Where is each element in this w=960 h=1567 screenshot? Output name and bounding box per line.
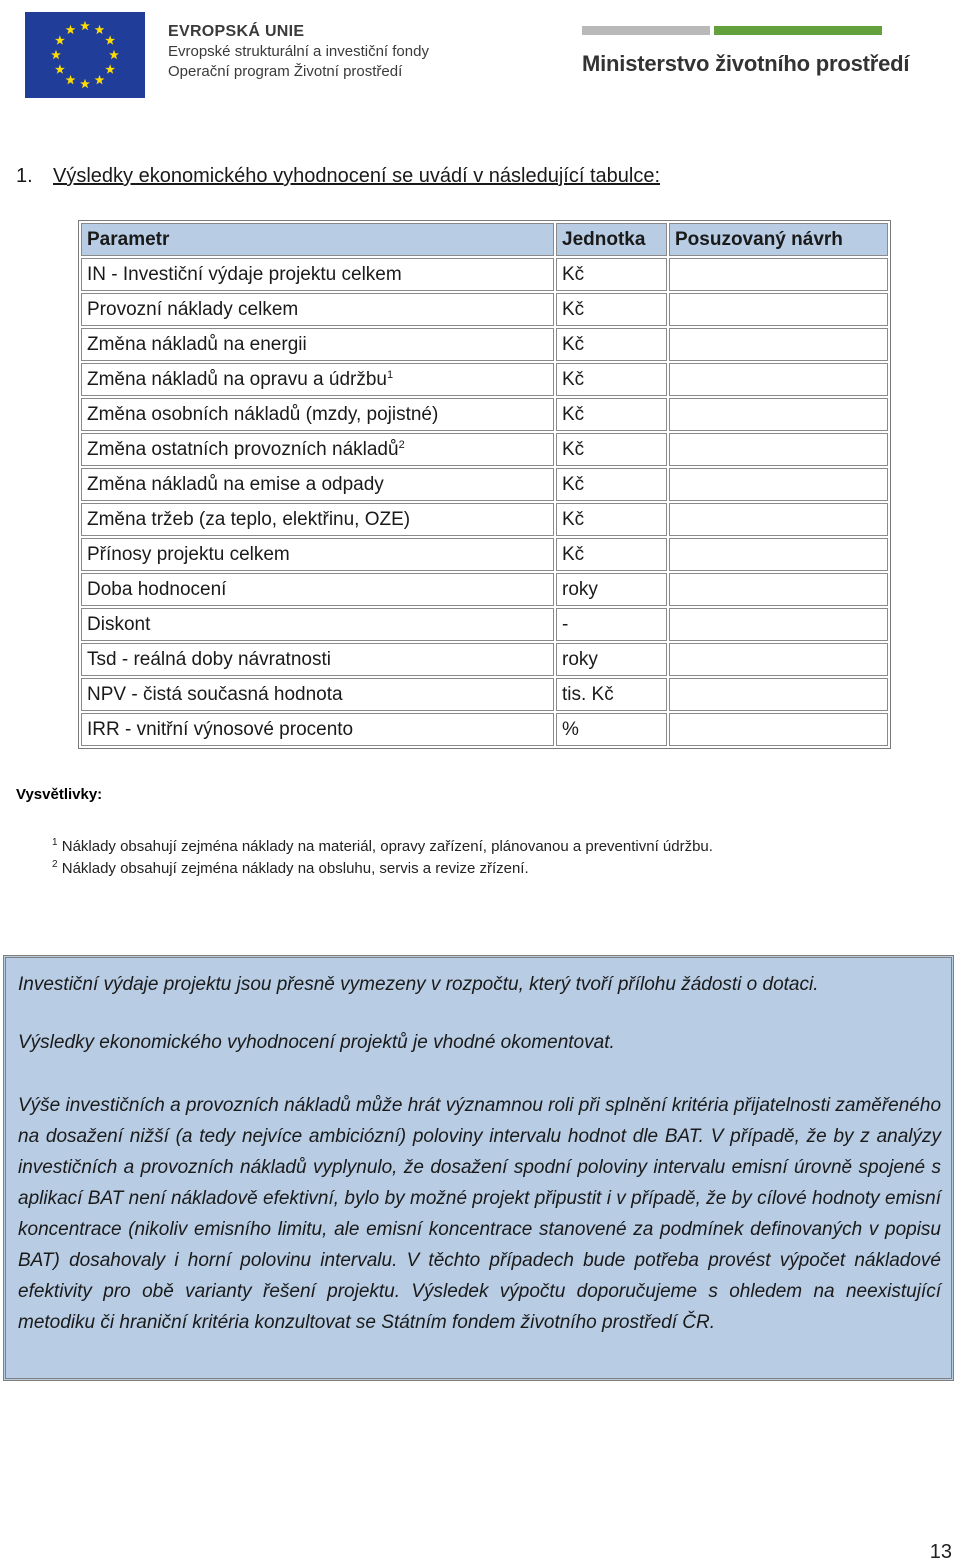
- param-cell: [81, 573, 554, 606]
- table-row: [81, 328, 888, 361]
- proposal-value-cell[interactable]: [669, 538, 888, 571]
- proposal-value-cell[interactable]: [669, 258, 888, 291]
- eu-star-icon: [80, 21, 90, 30]
- table-row: [81, 678, 888, 711]
- table-row: [81, 643, 888, 676]
- eu-star-icon: [66, 75, 76, 84]
- eu-star-icon: [95, 75, 105, 84]
- param-label: Změna tržeb (za teplo, elektřinu, OZE): [87, 508, 411, 530]
- unit-cell: Kč: [556, 293, 667, 326]
- section-number: 1.: [16, 165, 33, 187]
- unit-cell: tis. Kč: [556, 678, 667, 711]
- unit-cell: roky: [556, 643, 667, 676]
- proposal-value-cell[interactable]: [669, 678, 888, 711]
- param-cell: [81, 538, 554, 571]
- param-footnote-mark: 2: [398, 438, 405, 451]
- unit-cell: Kč: [556, 503, 667, 536]
- table-row: [81, 433, 888, 466]
- param-label: Doba hodnocení: [87, 578, 227, 600]
- param-cell: [81, 643, 554, 676]
- footnote-text: Náklady obsahují zejména náklady na materiál, opravy zařízení, plánovanou a preventivní údržbu.: [61, 838, 713, 855]
- proposal-value-cell[interactable]: [669, 608, 888, 641]
- info-paragraph-3: Výše investičních a provozních nákladů může hrát významnou roli při splnění kritéria přijatelnosti zaměřeného na dosažení nižší (a tedy nejvíce ambiciózní) poloviny intervalu hodnot dle BAT. V případě, že by z analýzy investičních a provozních nákladů vyplynulo, že dosažení spodní poloviny intervalu emisní úrovně spojené s aplikací BAT není nákladově efektivní, bylo by možné projekt připustit i v případě, že by cílové hodnoty emisní koncentrace (nikoliv emisního limitu, ale emisní koncentrace stanovené za podmínek definovaných v popisu BAT) dosahovaly i horní polovinu intervalu. V těchto případech bude potřeba provést výpočet nákladové efektivity pro obě varianty řešení projektu. Výsledek výpočtu doporučujeme s ohledem na neexistující metodiku či hraniční kritéria konzultovat se Státním fondem životního prostředí ČR.: [18, 1095, 942, 1333]
- eu-star-icon: [51, 50, 61, 59]
- param-label: Změna nákladů na emise a odpady: [87, 473, 384, 495]
- proposal-value-cell[interactable]: [669, 573, 888, 606]
- eu-star-icon: [105, 64, 115, 73]
- table-row: [81, 258, 888, 291]
- proposal-value-cell[interactable]: [669, 398, 888, 431]
- eu-flag-icon: [25, 12, 145, 98]
- param-cell: [81, 503, 554, 536]
- param-cell: [81, 328, 554, 361]
- ministry-name: Ministerstvo životního prostředí: [582, 51, 910, 76]
- param-label: Přínosy projektu celkem: [87, 543, 290, 565]
- economic-evaluation-table: [78, 220, 891, 749]
- param-label: NPV - čistá současná hodnota: [87, 683, 343, 705]
- param-footnote-mark: 1: [386, 368, 394, 381]
- unit-cell: roky: [556, 573, 667, 606]
- header-param: Parametr: [81, 223, 554, 256]
- table-row: [81, 608, 888, 641]
- param-label: Tsd - reálná doby návratnosti: [87, 648, 331, 670]
- param-cell: [81, 433, 554, 466]
- proposal-value-cell[interactable]: [669, 503, 888, 536]
- header-proposal: Posuzovaný návrh: [669, 223, 888, 256]
- eu-logo-line1: EVROPSKÁ UNIE: [168, 23, 305, 40]
- eu-star-icon: [95, 25, 105, 34]
- unit-cell: -: [556, 608, 667, 641]
- param-cell: [81, 678, 554, 711]
- param-label: Změna nákladů na energii: [87, 333, 307, 355]
- footnotes: [52, 836, 713, 880]
- eu-star-icon: [105, 35, 115, 44]
- table-row: [81, 573, 888, 606]
- legend-title: Vysvětlivky:: [16, 786, 103, 803]
- footnote-text: Náklady obsahují zejména náklady na obsluhu, servis a revize zřízení.: [61, 860, 529, 877]
- table-row: [81, 468, 888, 501]
- proposal-value-cell[interactable]: [669, 293, 888, 326]
- param-label: Diskont: [87, 613, 151, 635]
- footnote-mark: 1: [52, 837, 58, 848]
- eu-logo-text: [168, 22, 429, 82]
- eu-logo-line2: Evropské strukturální a investiční fondy: [168, 43, 429, 60]
- table-row: [81, 293, 888, 326]
- info-box: [3, 955, 954, 1381]
- table-row: [81, 398, 888, 431]
- ministry-logo-bars: [582, 26, 882, 35]
- param-cell: [81, 713, 554, 746]
- ministry-bar-grey: [582, 26, 710, 35]
- page-number: 13: [929, 1541, 952, 1563]
- param-label: IN - Investiční výdaje projektu celkem: [87, 263, 402, 285]
- param-label: Změna ostatních provozních nákladů: [87, 438, 399, 460]
- proposal-value-cell[interactable]: [669, 433, 888, 466]
- param-label: Změna nákladů na opravu a údržbu: [87, 368, 387, 390]
- eu-star-icon: [109, 50, 119, 59]
- eu-logo-line3: Operační program Životní prostředí: [168, 63, 403, 80]
- unit-cell: Kč: [556, 398, 667, 431]
- table-row: [81, 503, 888, 536]
- eu-star-icon: [55, 35, 65, 44]
- header-unit: Jednotka: [556, 223, 667, 256]
- unit-cell: Kč: [556, 433, 667, 466]
- param-label: Změna osobních nákladů (mzdy, pojistné): [87, 403, 439, 425]
- info-paragraph-2: Výsledky ekonomického vyhodnocení projektů je vhodné okomentovat.: [18, 1032, 615, 1053]
- param-cell: [81, 293, 554, 326]
- footnote-2: [52, 858, 713, 880]
- param-cell: [81, 468, 554, 501]
- unit-cell: Kč: [556, 363, 667, 396]
- eu-star-icon: [55, 64, 65, 73]
- table-row: [81, 363, 888, 396]
- section-title: Výsledky ekonomického vyhodnocení se uvádí v následující tabulce:: [53, 165, 661, 187]
- ministry-logo: [582, 26, 910, 77]
- table-header-row: [81, 223, 888, 256]
- footnote-1: [52, 836, 713, 858]
- param-cell: [81, 608, 554, 641]
- info-paragraph-1: Investiční výdaje projektu jsou přesně vymezeny v rozpočtu, který tvoří přílohu žádosti o dotaci.: [18, 974, 819, 995]
- unit-cell: Kč: [556, 468, 667, 501]
- param-label: Provozní náklady celkem: [87, 298, 299, 320]
- param-cell: [81, 258, 554, 291]
- eu-star-icon: [66, 25, 76, 34]
- eu-star-icon: [80, 79, 90, 88]
- unit-cell: Kč: [556, 328, 667, 361]
- unit-cell: Kč: [556, 538, 667, 571]
- proposal-value-cell[interactable]: [669, 713, 888, 746]
- table-row: [81, 538, 888, 571]
- param-cell: [81, 398, 554, 431]
- page-header: [0, 0, 960, 110]
- proposal-value-cell[interactable]: [669, 468, 888, 501]
- param-label: IRR - vnitřní výnosové procento: [87, 718, 354, 740]
- footnote-mark: 2: [52, 859, 58, 870]
- table-row: [81, 713, 888, 746]
- unit-cell: Kč: [556, 258, 667, 291]
- ministry-bar-green: [714, 26, 882, 35]
- proposal-value-cell[interactable]: [669, 328, 888, 361]
- param-cell: [81, 363, 554, 396]
- proposal-value-cell[interactable]: [669, 643, 888, 676]
- unit-cell: %: [556, 713, 667, 746]
- section-heading: [16, 165, 660, 188]
- proposal-value-cell[interactable]: [669, 363, 888, 396]
